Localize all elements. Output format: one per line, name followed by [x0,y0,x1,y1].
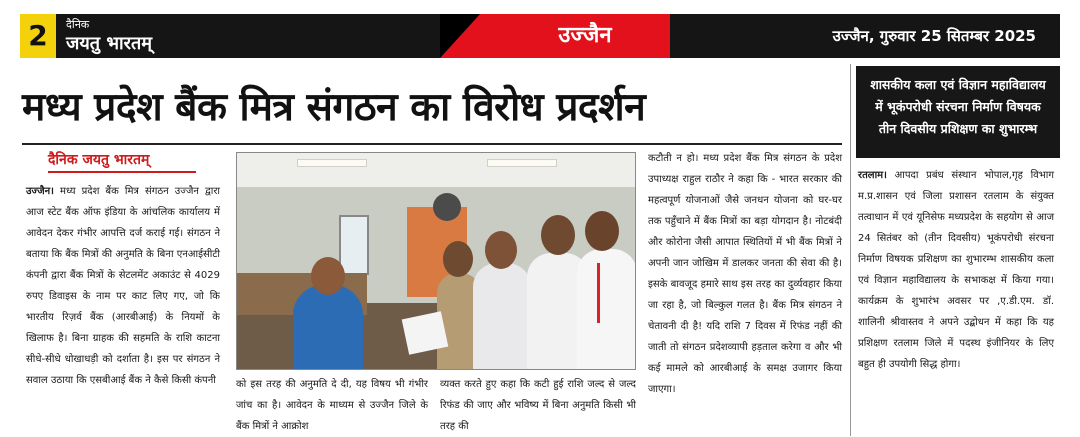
photo-person [577,249,636,370]
photo-person-head [585,211,619,251]
article-column-1-text: मध्य प्रदेश बैंक मित्र संगठन उज्जैन द्वारा आज स्टेट बैंक ऑफ इंडिया के आंचलिक कार्यालय में आवेदन देकर गंभीर आपत्ति दर्ज कराई गई। संगठन ने बताया कि बैंक मित्रों की अनुमति के बिना एनआईसीटी कंपनी द्वारा बैंक मित्रों के सेटलमेंट अकाउंट से 4029 रुपए डिवाइस के नाम पर काट लिए गए, जो कि भारतीय रिज़र्व बैंक (आरबीआई) के नियमों के खिलाफ है। बिना ग्राहक की सहमति के राशि काटना सीधे-सीधे धोखाधड़ी को दर्शाता है। इस पर संगठन ने सवाल उठाया कि एसबीआई बैंक ने कैसे किसी कंपनी [26,186,220,386]
date-line: उज्जैन, गुरुवार 25 सितम्बर 2025 [832,27,1036,45]
main-headline: मध्य प्रदेश बैंक मित्र संगठन का विरोध प्रदर्शन [22,85,646,130]
photo-ceiling-light [297,159,367,167]
headline-divider [22,143,842,145]
article-column-3 [440,374,636,434]
sidebar-headline-line: शासकीय कला एवं विज्ञान महाविद्यालय [870,77,1046,92]
brand-small-text: दैनिक [66,18,90,31]
photo-person-head [541,215,575,255]
article-column-4 [648,148,842,434]
article-column-2-text: को इस तरह की अनुमति दे दी, यह विषय भी गंभीर जांच का है। आवेदन के माध्यम से उज्जैन जिले के बैंक मित्रों ने आक्रोश [236,379,428,432]
sidebar-headline-line: में भूकंपरोधी संरचना निर्माण विषयक [875,99,1041,114]
page-number: 2 [20,14,56,58]
sidebar-dateline: रतलाम। [858,170,887,181]
photo-ceiling-light [487,159,557,167]
photo-lanyard [597,263,600,323]
article-column-1 [26,181,220,431]
photo-person-head [443,241,473,277]
city-label: उज्जैन [558,23,612,48]
article-column-4-text: कटौती न हो। मध्य प्रदेश बैंक मित्र संगठन के प्रदेश उपाध्यक्ष राहुल राठौर ने कहा कि - भारत सरकार की महत्वपूर्ण योजनाओं जैसे जनधन योजना को घर-घर तक पहुँचाने में बैंक मित्रों का बड़ा योगदान है। नोटबंदी और कोरोना जैसी आपात स्थितियों में भी बैंक मित्रों ने अपनी जान जोखिम में डालकर जनता की सेवा की है। इसके बावजूद हमारे साथ इस तरह का दुर्व्यवहार किया जा रहा है, जो बिल्कुल गलत है। बैंक मित्र संगठन ने चेतावनी दी है! यदि राशि 7 दिवस में रिफंड नहीं की जाती तो संगठन प्रदेशव्यापी हड़ताल करेगा व और भी कई मामले को आरबीआई के समक्ष उजागर किया जाएगा। [648,153,842,395]
photo-wall-fan [433,193,461,221]
sidebar-divider [850,64,851,436]
sidebar-headline-line: तीन दिवसीय प्रशिक्षण का शुभारम्भ [878,121,1038,136]
photo-person-seated [293,285,363,370]
sidebar-headline [856,66,1060,158]
article-column-2 [236,374,428,434]
news-photo [236,152,636,370]
article-dateline: उज्जैन। [26,186,54,197]
byline: दैनिक जयतु भारतम् [48,152,150,168]
masthead [20,14,1060,58]
brand-name: जयतु भारतम् [66,33,153,54]
byline-underline [48,171,196,173]
photo-person-head [485,231,517,269]
sidebar-article-text: आपदा प्रबंध संस्थान भोपाल,गृह विभाग म.प्र.शासन एवं जिला प्रशासन रतलाम के संयुक्त तत्वाधान में एवं यूनिसेफ मध्यप्रदेश के सहयोग से आज 24 सितंबर को (तीन दिवसीय) भूकंपरोधी संरचना निर्माण विषयक प्रशिक्षण का शुभारम्भ शासकीय कला एवं विज्ञान महाविद्यालय के सभाकक्ष में किया गया। कार्यक्रम के शुभारंभ अवसर पर ,ए.डी.एम. डॉ. शालिनी श्रीवास्तव ने अपने उद्बोधन में कहा कि यह प्रशिक्षण रतलाम जिले में पदस्थ इंजीनियर के लिए बहुत ही उपयोगी सिद्ध होगा। [858,170,1054,370]
article-column-3-text: व्यक्त करते हुए कहा कि कटी हुई राशि जल्द से जल्द रिफंड की जाए और भविष्य में बिना अनुमति किसी भी तरह की [440,379,636,432]
sidebar-article [858,165,1054,435]
photo-window [339,215,369,275]
photo-person-head [311,257,345,295]
photo-person [473,263,531,370]
